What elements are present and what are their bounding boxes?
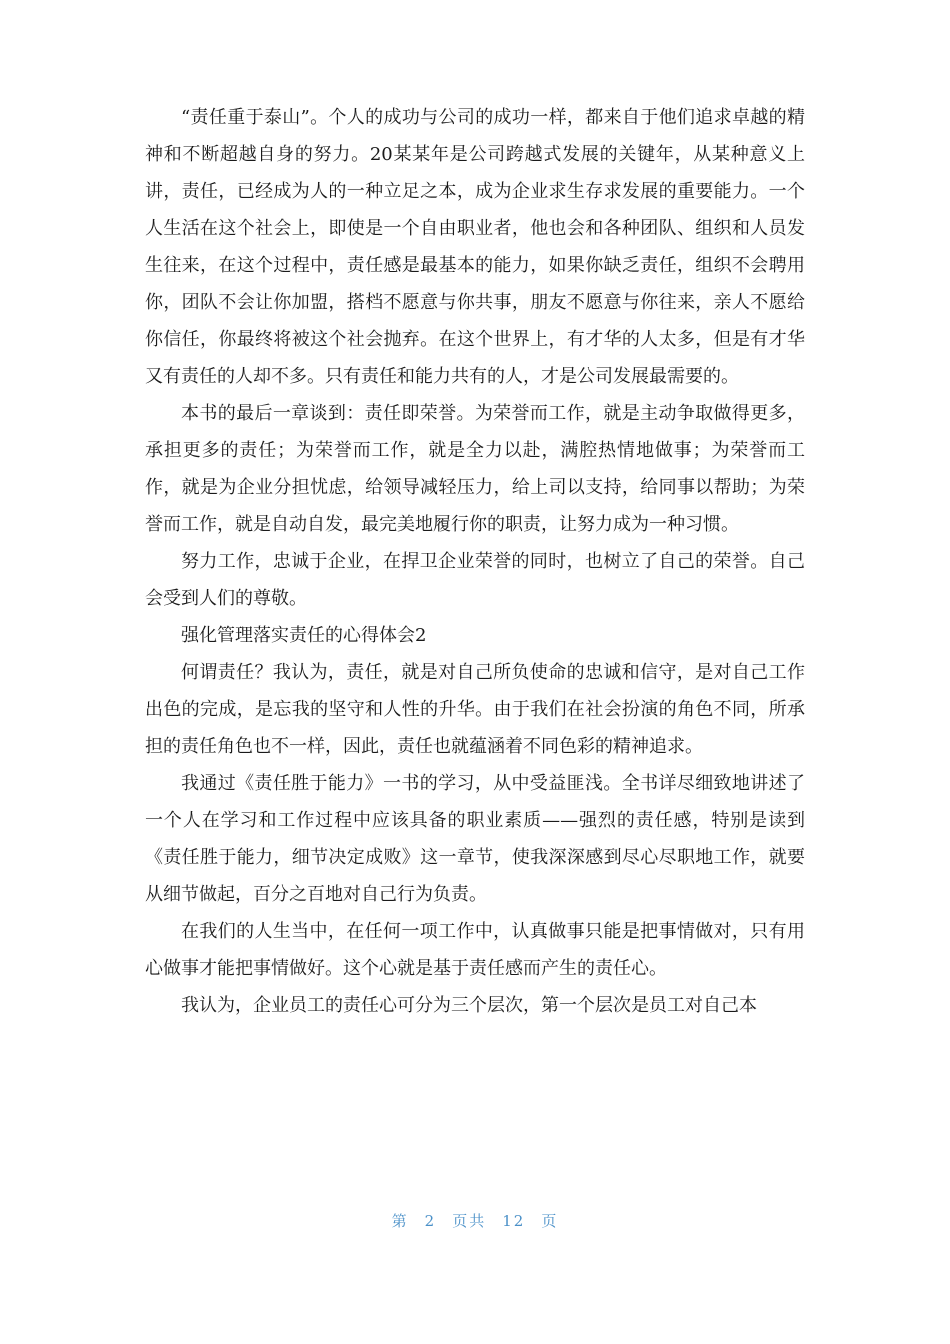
document-body xyxy=(145,99,805,1024)
footer-total-pages: 12 xyxy=(502,1212,526,1230)
paragraph-7: 我认为，企业员工的责任心可分为三个层次，第一个层次是员工对自己本 xyxy=(181,995,757,1016)
page-footer xyxy=(0,1210,950,1231)
paragraph-4: 何谓责任？我认为，责任，就是对自己所负使命的忠诚和信守，是对自己工作出色的完成，是忘我的坚守和人性的升华。由于我们在社会扮演的角色不同，所承担的责任角色也不一样，因此，责任也就蕴涵着不同色彩的精神追求。 xyxy=(145,662,805,757)
footer-label-end: 页 xyxy=(541,1212,559,1230)
footer-label-page: 第 xyxy=(391,1212,409,1230)
section-title: 强化管理落实责任的心得体会2 xyxy=(181,625,427,646)
paragraph-1: “责任重于泰山”。个人的成功与公司的成功一样，都来自于他们追求卓越的精神和不断超越自身的努力。20某某年是公司跨越式发展的关键年，从某种意义上讲，责任，已经成为人的一种立足之本，成为企业求生存求发展的重要能力。一个人生活在这个社会上，即使是一个自由职业者，他也会和各种团队、组织和人员发生往来，在这个过程中，责任感是最基本的能力，如果你缺乏责任，组织不会聘用你，团队不会让你加盟，搭档不愿意与你共事，朋友不愿意与你往来，亲人不愿给你信任，你最终将被这个社会抛弃。在这个世界上，有才华的人太多，但是有才华又有责任的人却不多。只有责任和能力共有的人，才是公司发展最需要的。 xyxy=(145,107,805,387)
paragraph-2: 本书的最后一章谈到：责任即荣誉。为荣誉而工作，就是主动争取做得更多，承担更多的责任；为荣誉而工作，就是全力以赴，满腔热情地做事；为荣誉而工作，就是为企业分担忧虑，给领导减轻压力，给上司以支持，给同事以帮助；为荣誉而工作，就是自动自发，最完美地履行你的职责，让努力成为一种习惯。 xyxy=(145,403,805,535)
footer-current-page: 2 xyxy=(424,1212,437,1230)
paragraph-5: 我通过《责任胜于能力》一书的学习，从中受益匪浅。全书详尽细致地讲述了一个人在学习和工作过程中应该具备的职业素质——强烈的责任感，特别是读到《责任胜于能力，细节决定成败》这一章节，使我深深感到尽心尽职地工作，就要从细节做起，百分之百地对自己行为负责。 xyxy=(145,773,805,905)
footer-label-of: 页共 xyxy=(452,1212,487,1230)
paragraph-6: 在我们的人生当中，在任何一项工作中，认真做事只能是把事情做对，只有用心做事才能把事情做好。这个心就是基于责任感而产生的责任心。 xyxy=(145,921,805,979)
paragraph-3: 努力工作，忠诚于企业，在捍卫企业荣誉的同时，也树立了自己的荣誉。自己会受到人们的尊敬。 xyxy=(145,551,805,609)
